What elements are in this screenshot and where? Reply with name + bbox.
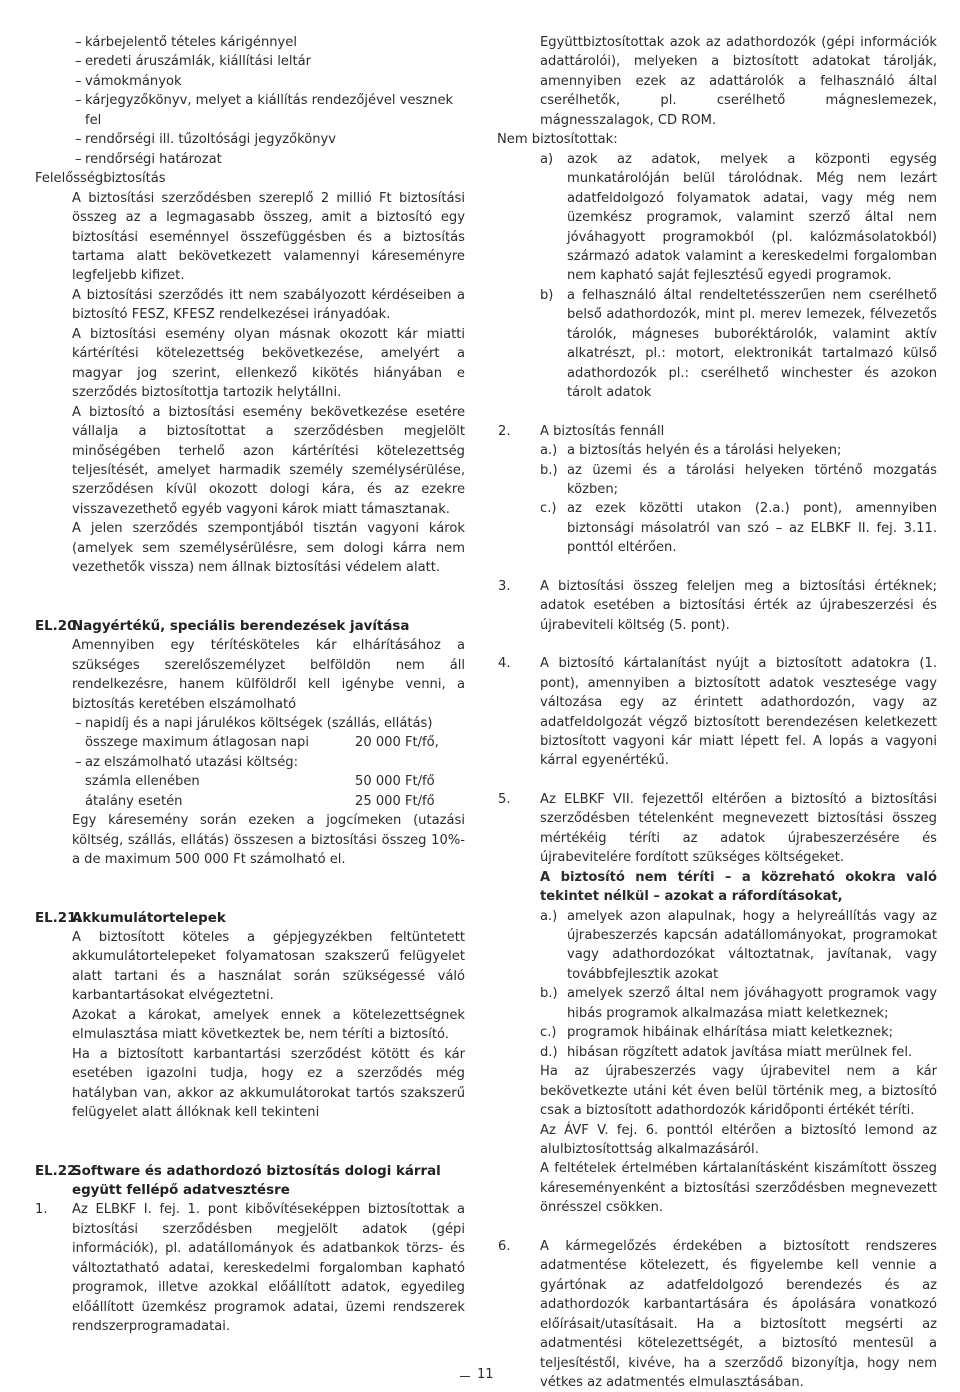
claim-documents-list bbox=[35, 33, 465, 169]
section-title: Nagyértékű, speciális berendezések javítása bbox=[72, 618, 410, 634]
item5-paragraph: A feltételek értelmében kártalanításként kiszámított összeg káreseményenként a biztosítási szerződésben megnevezett önrésszel csökken. bbox=[540, 1161, 937, 1216]
list-item: a.) a biztosítás helyén és a tárolási helyeken; bbox=[540, 443, 842, 459]
list-item: – vámokmányok bbox=[35, 72, 465, 91]
list-item: – kárbejelentő tételes kárigénnyel bbox=[35, 33, 465, 52]
list-item: d.) hibásan rögzített adatok javítása miatt merülnek fel. bbox=[540, 1044, 913, 1060]
item5-paragraph: Ha az újrabeszerzés vagy újrabevitel nem a kár bekövetkezte utáni két éven belül történik meg, a biztosító csak a biztosított adathordozók káridőponti értékét téríti. bbox=[540, 1064, 937, 1119]
list-item: b.) az üzemi és a tárolási helyeken történő mozgatás közben; bbox=[540, 462, 937, 497]
liability-paragraph: A jelen szerződés szempontjából tisztán vagyoni károk (amelyek sem személysérülésre, sem dologi kárra nem vezethetők vissza) nem állnak biztosítási védelem alatt. bbox=[72, 521, 465, 576]
list-item: – rendőrségi ill. tűzoltósági jegyzőkönyv bbox=[35, 130, 465, 149]
list-item: – napidíj és a napi járulékos költségek (szállás, ellátás) bbox=[35, 714, 465, 733]
list-item: – kárjegyzőkönyv, melyet a kiállítás rendezőjével vesznek fel bbox=[35, 91, 465, 130]
travel-invoice-row: számla ellenében 50 000 Ft/fő bbox=[85, 774, 435, 790]
section-el21 bbox=[35, 909, 465, 928]
exclusions-heading: A biztosító nem téríti – a közreható okokra való tekintet nélkül – azokat a ráfordításokat, bbox=[540, 869, 937, 905]
left-column bbox=[35, 33, 465, 1337]
daily-rate-row: összege maximum átlagosan napi 20 000 Ft/fő, bbox=[85, 735, 439, 751]
numbered-item-5: 5. Az ELBKF VII. fejezettől eltérően a biztosító a biztosítási szerződésben tételenként megnevezett biztosítási összeg mértékéig téríti az adatok újrabeszerzésére és újrabevitelére fordított szükséges költségeket. bbox=[498, 791, 937, 866]
list-item: – eredeti áruszámlák, kiállítási leltár bbox=[35, 52, 465, 71]
list-item: c.) az ezek közötti utakon (2.a.) pont), amennyiben biztonsági másolatról van szó – az ELBKF II. fej. 3.11. ponttól eltérően. bbox=[540, 501, 937, 556]
section-title: Akkumulátortelepek bbox=[72, 910, 226, 926]
liability-paragraph: A biztosítási szerződés itt nem szabályozott kérdéseiben a biztosító FESZ, KFESZ rendelkezései irányadóak. bbox=[72, 287, 465, 323]
section-title: Software és adathordozó biztosítás dologi kárral együtt fellépő adatvesztésre bbox=[72, 1163, 441, 1199]
item5-paragraph: Az ÁVF V. fej. 6. ponttól eltérően a biztosító lemond az alulbiztosítottság alkalmazásáról. bbox=[540, 1122, 937, 1158]
section-el20 bbox=[35, 617, 465, 636]
travel-flatrate-row: átalány esetén 25 000 Ft/fő bbox=[85, 793, 435, 809]
list-item: b.) amelyek szerző által nem jóváhagyott programok vagy hibás programok alkalmazása miatt keletkeznek; bbox=[540, 986, 937, 1021]
el21-paragraph: Ha a biztosított karbantartási szerződést kötött és kár esetében igazolni tudja, hogy ez a szerződés még hatályban van, akkor az akkumulátorokat tartós szakszerű felügyelet alatt állóknak kell tekinteni bbox=[72, 1046, 465, 1121]
liability-paragraph: A biztosító a biztosítási esemény bekövetkezése esetére vállalja a biztosítottat a szerződésben megjelölt minőségében terhelő azon kártérítési kötelezettség teljesítését, amelyet harmadik személy személysérülése, szerződésen kívül okozott dologi kára, és az ezekre visszavezethető egyéb vagyoni károk miatt támasztanak. bbox=[72, 404, 465, 517]
section-number: EL.20. bbox=[35, 618, 82, 634]
section-el22 bbox=[35, 1162, 465, 1201]
el22-item-1: 1. Az ELBKF I. fej. 1. pont kibővítéseképpen biztosítottak a biztosítási szerződésben megjelölt adatok (gépi információk), pl. adatállományok és adatbankok törzs- és változtatható adatai, kereskedelmi forgalomban kapható programok, illetve azokkal előállított adatok, egyedileg előállított üzemkész programok adatai, üzemi rendszerek rendszerprogramadatai. bbox=[35, 1202, 465, 1335]
el21-paragraph: A biztosított köteles a gépjegyzékben feltüntetett akkumulátortelepeket folyamatosan szakszerű felügyelet alatt tartani és a használat során szükségessé váló karbantartásokat elvégeztetni. bbox=[72, 930, 465, 1004]
list-item: a) azok az adatok, melyek a központi egység munkatárolóján belül tárolódnak. Még nem lezárt adatfeldolgozó folyamatok adatai, vagy még nem üzemkész programok, valamint szerző által nem jóváhagyott programokból (pl. kalózmásolatokból) származó adatok valamint a kereskedelmi forgalomban nem kapható saját fejlesztésű egyedi programok. bbox=[540, 151, 937, 284]
not-insured-heading: Nem biztosítottak: bbox=[497, 132, 618, 148]
page-number: 11 bbox=[477, 1367, 494, 1382]
el20-outro: Egy káresemény során ezeken a jogcímeken (utazási költség, szállás, ellátás) összesen a biztosítási összeg 10%-a de maximum 500 000 Ft számolható el. bbox=[72, 813, 465, 868]
section-number: EL.21. bbox=[35, 910, 82, 926]
liability-paragraph: A biztosítási szerződésben szereplő 2 millió Ft biztosítási összeg az a legmagasabb összeg, amit a biztosító egy biztosítási eseménnyel összefüggésben és a biztosítás tartama alatt bekövetkezett valamennyi káreseményre legfeljebb kifizet. bbox=[72, 190, 465, 284]
list-item: – az elszámolható utazási költség: bbox=[35, 753, 465, 772]
co-insured-paragraph: Együttbiztosítottak azok az adathordozók (gépi információk adattárolói), melyeken a biztosított adatokat tárolják, amennyiben ezek az adattárolók a felhasználó által cserélhetők, pl. cserélhető mágneslemezek, mágnesszalagok, CD ROM. bbox=[540, 35, 937, 128]
list-item: a.) amelyek azon alapulnak, hogy a helyreállítás vagy az újrabeszerzés kapcsán adatállományokat, programokat vagy adathordozókat változtatnak, javítanak, vagy továbbfejlesztik azokat bbox=[540, 908, 937, 982]
el20-intro: Amennyiben egy térítésköteles kár elhárításához a szükséges szerelőszemélyzet belföldön nem áll rendelkezésre, hanem külföldről kell igénybe venni, a biztosítás keretében elszámolható bbox=[72, 638, 465, 712]
numbered-item-3: 3. A biztosítási összeg feleljen meg a biztosítási értéknek; adatok esetében a biztosítási érték az újrabeszerzési és újrabeviteli költség (5. pont). bbox=[498, 578, 937, 633]
numbered-item-6: 6. A kármegelőzés érdekében a biztosított rendszeres adatmentése kötelezett, és figyelembe kell vennie a gyártónak az adatfeldolgozó berendezés és az adathordozók karbantartására és ápolására vonatkozó előírásait/utasításait. Ha a biztosított megsérti az adatmentési kötelezettségét, a biztosító mentesül a teljesítéstől, kivéve, ha a szerződő bizonyítja, hogy nem vétkes az adatmentés elmulasztásában. bbox=[498, 1238, 937, 1390]
right-column bbox=[497, 33, 937, 1392]
list-item: c.) programok hibáinak elhárítása miatt keletkeznek; bbox=[540, 1025, 894, 1041]
numbered-item-4: 4. A biztosító kártalanítást nyújt a biztosított adatokra (1. pont), amennyiben a biztosított adatok vesztesége vagy változása egy az érintett adathordozón, vagy az adatfeldolgozát végző biztosított berendezésen keletkezett biztosított vagyoni kár miatt lépett fel. A lopás a vagyoni kárral egyenértékű. bbox=[498, 656, 937, 769]
list-item: b) a felhasználó által rendeltetésszerűen nem cserélhető belső adathordozók, mint pl. merev lemezek, félvezetős tárolók, mágneses buboréktárolók, valamint aktív alkatrészt, pl.: motort, elektronikát tartalmazó külső adathordozók pl.: cserélhető winchester és azokon tárolt adatok bbox=[540, 287, 937, 401]
el21-paragraph: Azokat a károkat, amelyek ennek a kötelezettségnek elmulasztása miatt következtek be, nem téríti a biztosító. bbox=[72, 1007, 465, 1043]
section-number: EL.22. bbox=[35, 1163, 82, 1179]
liability-heading: Felelősségbiztosítás bbox=[35, 171, 166, 187]
liability-paragraph: A biztosítási esemény olyan másnak okozott kár miatti kártérítési kötelezettség bekövetkezése, amelyért a magyar jog szerint, ellenkező kikötés hiányában e szerződés biztosítottja tartozik helytállni. bbox=[72, 326, 465, 401]
numbered-item-2: 2. A biztosítás fennáll bbox=[498, 423, 665, 439]
list-item: – rendőrségi határozat bbox=[35, 150, 465, 169]
footer-rule bbox=[460, 1376, 470, 1377]
